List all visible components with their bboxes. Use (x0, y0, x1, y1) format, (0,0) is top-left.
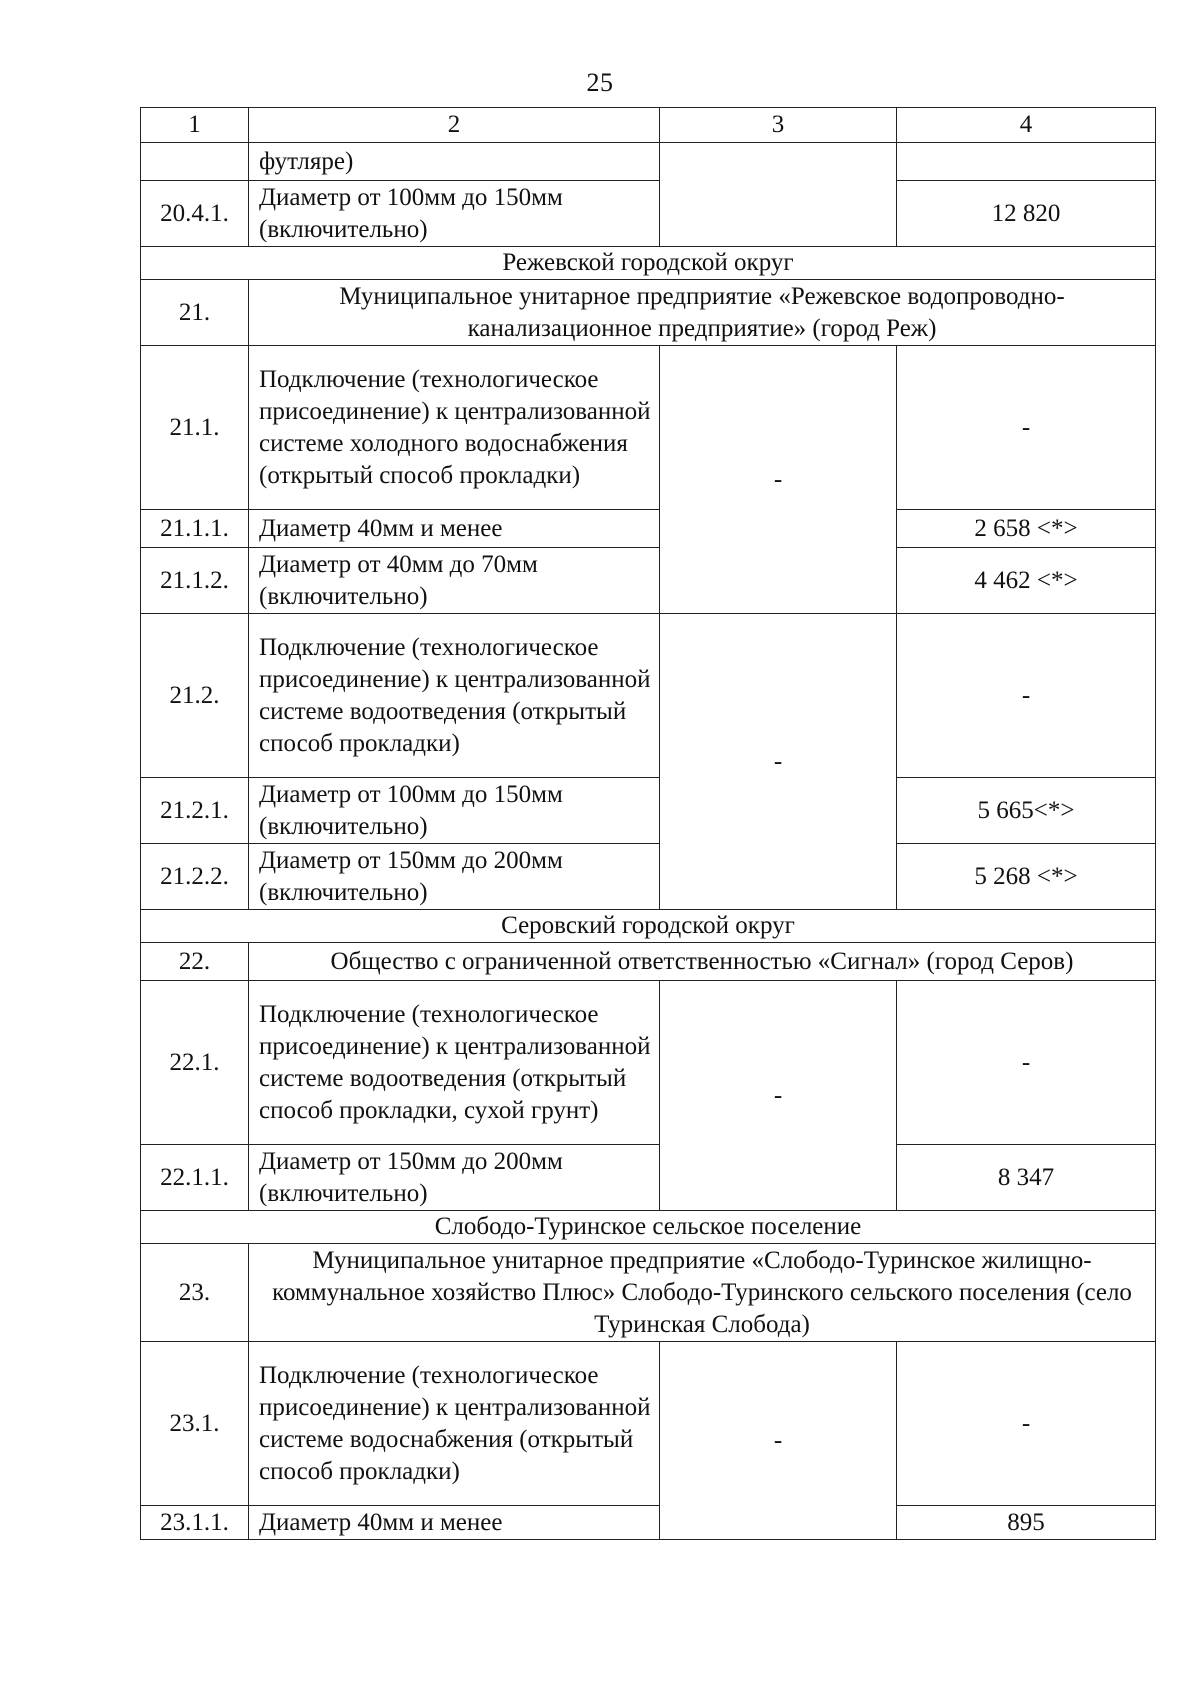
region-title: Серовский городской округ (141, 910, 1156, 943)
row-number: 21. (141, 280, 249, 346)
table-row (141, 143, 1156, 181)
row-col3 (660, 143, 897, 247)
table-row (141, 844, 1156, 910)
row-value: 12 820 (897, 181, 1156, 247)
region-title: Режевской городской округ (141, 247, 1156, 280)
table-row (141, 181, 1156, 247)
row-description: Диаметр от 100мм до 150мм (включительно) (249, 181, 660, 247)
table-header-row (141, 108, 1156, 143)
row-value: 4 462 <*> (897, 548, 1156, 614)
row-number: 20.4.1. (141, 181, 249, 247)
column-header-3: 3 (660, 108, 897, 143)
row-description: футляре) (249, 143, 660, 181)
row-number: 23.1.1. (141, 1506, 249, 1540)
row-col3: - (660, 614, 897, 910)
column-header-4: 4 (897, 108, 1156, 143)
table-row (141, 614, 1156, 778)
row-number (141, 143, 249, 181)
column-header-2: 2 (249, 108, 660, 143)
row-description: Диаметр от 100мм до 150мм (включительно) (249, 778, 660, 844)
row-number: 21.2. (141, 614, 249, 778)
organization-row (141, 943, 1156, 981)
tariff-table (140, 107, 1156, 1540)
row-number: 21.1.1. (141, 510, 249, 548)
row-number: 21.1. (141, 346, 249, 510)
table-row (141, 1145, 1156, 1211)
row-value: 5 268 <*> (897, 844, 1156, 910)
region-row (141, 910, 1156, 943)
row-number: 21.1.2. (141, 548, 249, 614)
row-description: Диаметр от 150мм до 200мм (включительно) (249, 844, 660, 910)
row-description: Подключение (технологическое присоединение) к централизованной системе водоотведения (открытый способ прокладки) (249, 614, 660, 778)
row-number: 23.1. (141, 1342, 249, 1506)
organization-row (141, 280, 1156, 346)
row-number: 22. (141, 943, 249, 981)
row-value: - (897, 614, 1156, 778)
row-value: - (897, 1342, 1156, 1506)
row-value: - (897, 346, 1156, 510)
row-value: 895 (897, 1506, 1156, 1540)
table-row (141, 510, 1156, 548)
row-number: 21.2.2. (141, 844, 249, 910)
row-col3: - (660, 981, 897, 1211)
table-row (141, 1506, 1156, 1540)
organization-name: Муниципальное унитарное предприятие «Слободо-Туринское жилищно-коммунальное хозяйство Плюс» Слободо-Туринского сельского поселения (село Туринская Слобода) (249, 1244, 1156, 1342)
row-value: 5 665<*> (897, 778, 1156, 844)
table-row (141, 1342, 1156, 1506)
row-number: 23. (141, 1244, 249, 1342)
page-number: 25 (586, 68, 614, 97)
organization-name: Муниципальное унитарное предприятие «Режевское водопроводно-канализационное предприятие» (город Реж) (249, 280, 1156, 346)
row-value: - (897, 981, 1156, 1145)
table-row (141, 346, 1156, 510)
row-number: 22.1.1. (141, 1145, 249, 1211)
row-description: Диаметр от 40мм до 70мм (включительно) (249, 548, 660, 614)
organization-row (141, 1244, 1156, 1342)
table-row (141, 778, 1156, 844)
row-value: 2 658 <*> (897, 510, 1156, 548)
row-value: 8 347 (897, 1145, 1156, 1211)
table-row (141, 981, 1156, 1145)
row-col3: - (660, 1342, 897, 1540)
region-row (141, 247, 1156, 280)
organization-name: Общество с ограниченной ответственностью «Сигнал» (город Серов) (249, 943, 1156, 981)
row-value (897, 143, 1156, 181)
row-number: 21.2.1. (141, 778, 249, 844)
table-row (141, 548, 1156, 614)
row-number: 22.1. (141, 981, 249, 1145)
row-description: Диаметр 40мм и менее (249, 510, 660, 548)
region-title: Слободо-Туринское сельское поселение (141, 1211, 1156, 1244)
row-description: Подключение (технологическое присоединение) к централизованной системе водоснабжения (открытый способ прокладки) (249, 1342, 660, 1506)
column-header-1: 1 (141, 108, 249, 143)
row-description: Подключение (технологическое присоединение) к централизованной системе водоотведения (открытый способ прокладки, сухой грунт) (249, 981, 660, 1145)
row-description: Диаметр от 150мм до 200мм (включительно) (249, 1145, 660, 1211)
row-col3: - (660, 346, 897, 614)
region-row (141, 1211, 1156, 1244)
row-description: Подключение (технологическое присоединение) к централизованной системе холодного водоснабжения (открытый способ прокладки) (249, 346, 660, 510)
row-description: Диаметр 40мм и менее (249, 1506, 660, 1540)
